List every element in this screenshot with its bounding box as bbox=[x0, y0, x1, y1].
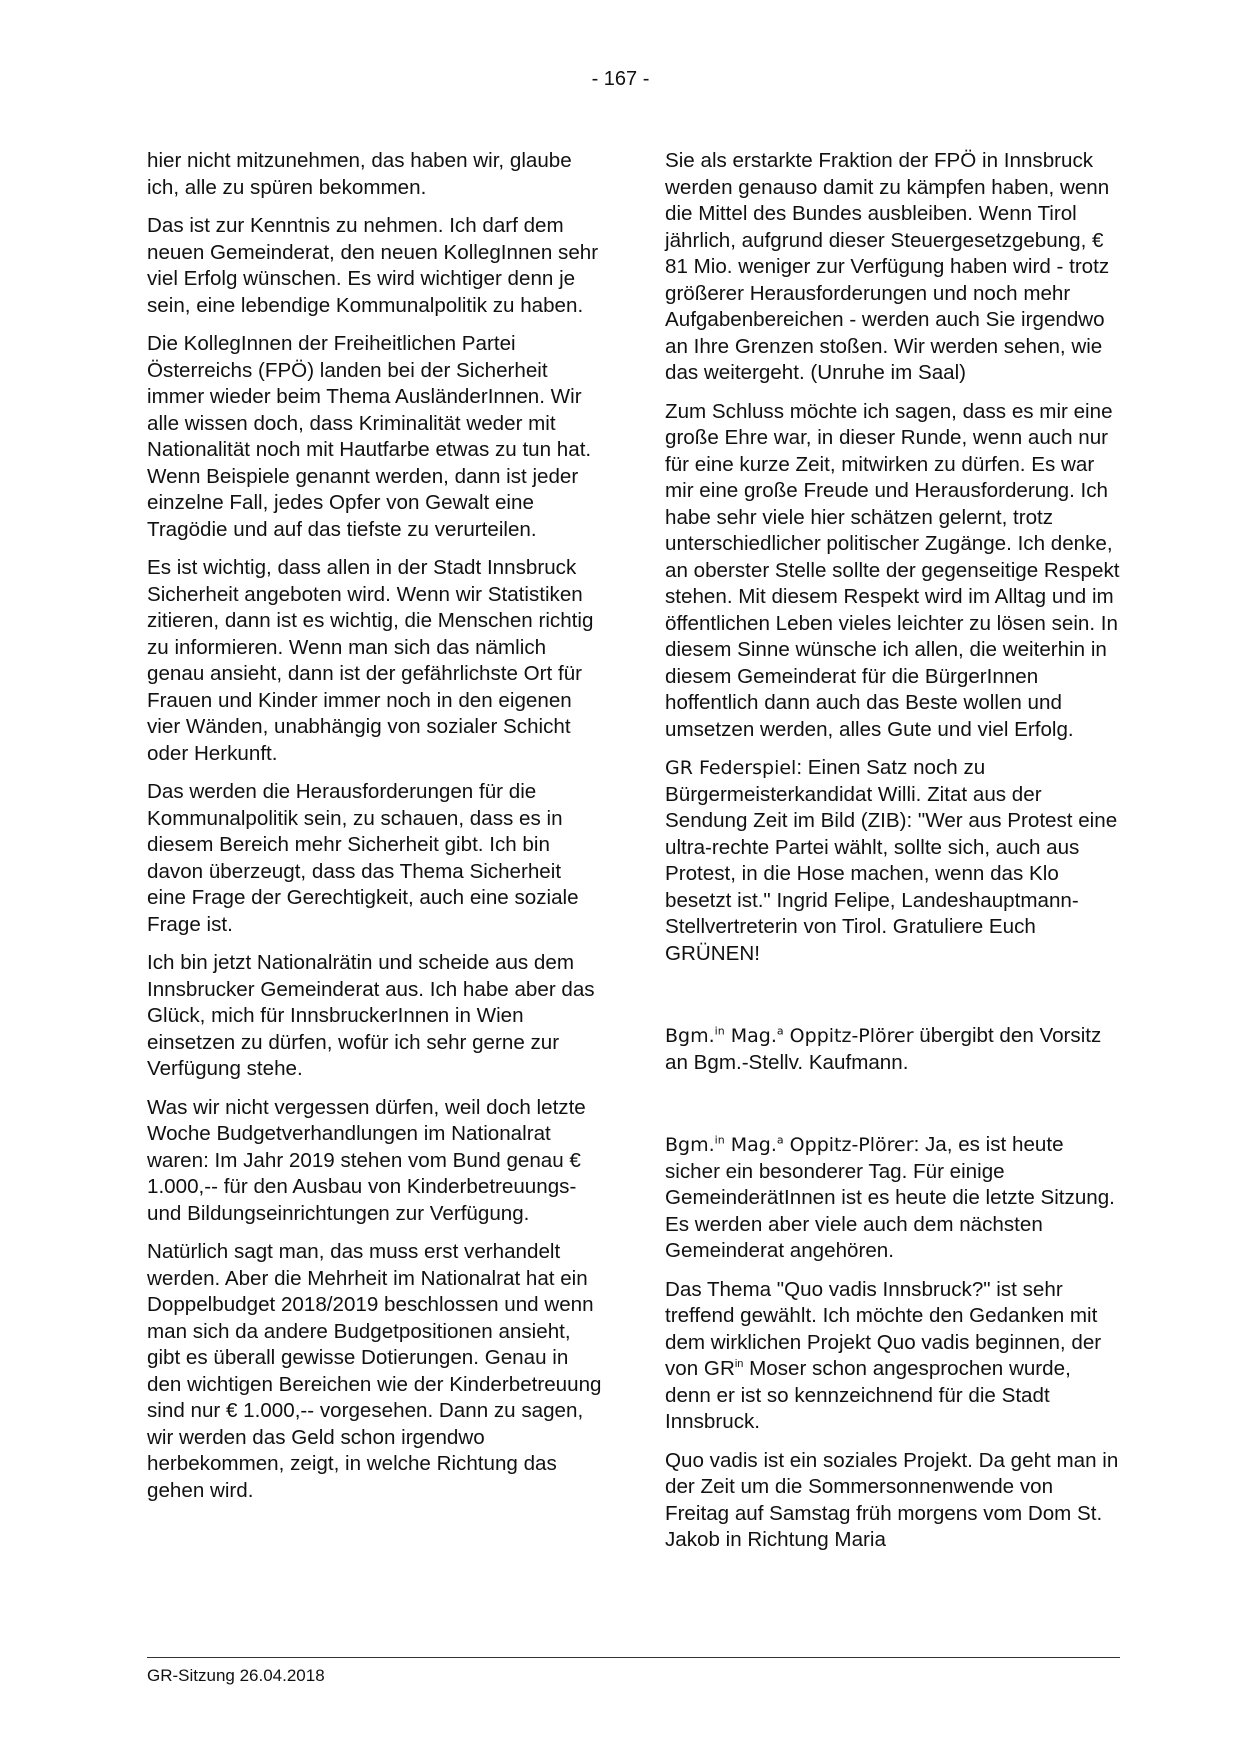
paragraph: Natürlich sagt man, das muss erst verhandelt werden. Aber die Mehrheit im Nationalrat hat ein Doppelbudget 2018/2019 beschlossen und wenn man sich da andere Budgetpositionen ansieht, gibt es überall gewisse Dotierungen. Genau in den wichtigen Bereichen wie der Kinderbetreuung sind nur € 1.000,-- vorgesehen. Dann zu sagen, wir werden das Geld schon irgendwo herbekommen, zeigt, in welche Richtung das gehen wird. bbox=[147, 1240, 602, 1502]
text-run: Das Thema "Quo vadis Innsbruck?" ist sehr treffend gewählt. Ich möchte den Gedanken mit dem wirklichen Projekt Quo vadis beginnen, der von GR bbox=[665, 1277, 1102, 1380]
paragraph: Was wir nicht vergessen dürfen, weil doch letzte Woche Budgetverhandlungen im Nationalrat waren: Im Jahr 2019 stehen vom Bund genau € 1.000,-- für den Ausbau von Kinderbetreuungs- und Bildungseinrichtungen zur Verfügung. bbox=[147, 1095, 586, 1225]
title-superscript: a bbox=[776, 1024, 784, 1038]
title-prefix: Mag. bbox=[730, 1134, 777, 1156]
paragraph: Zum Schluss möchte ich sagen, dass es mir eine große Ehre war, in dieser Runde, wenn auch nur für eine kurze Zeit, mitwirken zu dürfen. Es war mir eine große Freude und Herausforderung. Ich habe sehr viele hier schätzen gelernt, trotz unterschiedlicher politischer Zugänge. Ich denke, an oberster Stelle sollte der gegenseitige Respekt stehen. Mit diesem Respekt wird im Alltag und im öffentlichen Leben vieles leichter zu lösen sein. In diesem Sinne wünsche ich allen, die weiterhin in diesem Gemeinderat für die BürgerInnen hoffentlich dann auch das Beste wollen und umsetzen werden, alles Gute und viel Erfolg. bbox=[665, 399, 1120, 741]
footer-session-date: GR-Sitzung 26.04.2018 bbox=[147, 1666, 325, 1685]
title-prefix: Bgm. bbox=[665, 1025, 715, 1047]
speech-text: : Ja, es ist heute sicher ein besonderer Tag. Für einige GemeinderätInnen ist es heute die letzte Sitzung. Es werden aber viele auch dem nächsten Gemeinderat angehören. bbox=[665, 1133, 1115, 1262]
title-prefix: Bgm. bbox=[665, 1134, 715, 1156]
speech-oppitz-ploerer bbox=[665, 1132, 1120, 1265]
paragraph: Es ist wichtig, dass allen in der Stadt Innsbruck Sicherheit angeboten wird. Wenn wir Statistiken zitieren, dann ist es wichtig, die Menschen richtig zu informieren. Wenn man sich das nämlich genau ansieht, dann ist der gefährlichste Ort für Frauen und Kinder immer noch in den eigenen vier Wänden, unabhängig von sozialer Schicht oder Herkunft. bbox=[147, 556, 594, 765]
paragraph: hier nicht mitzunehmen, das haben wir, glaube ich, alle zu spüren bekommen. bbox=[147, 149, 572, 199]
paragraph: Das werden die Herausforderungen für die Kommunalpolitik sein, zu schauen, dass es in diesem Bereich mehr Sicherheit gibt. Ich bin davon überzeugt, dass das Thema Sicherheit eine Frage der Gerechtigkeit, auch eine soziale Frage ist. bbox=[147, 780, 579, 936]
title-prefix: Mag. bbox=[730, 1025, 777, 1047]
footer-divider bbox=[147, 1657, 1120, 1658]
paragraph: Ich bin jetzt Nationalrätin und scheide aus dem Innsbrucker Gemeinderat aus. Ich habe aber das Glück, mich für InnsbruckerInnen in Wien einsetzen zu dürfen, wofür ich sehr gerne zur Verfügung stehe. bbox=[147, 951, 595, 1080]
surname: Oppitz-Plörer bbox=[789, 1025, 914, 1047]
chair-handover-note bbox=[665, 1023, 1120, 1076]
note-text: übergibt den Vorsitz an Bgm.-Stellv. Kaufmann. bbox=[665, 1024, 1102, 1074]
right-column bbox=[665, 148, 1120, 1566]
paragraph: Die KollegInnen der Freiheitlichen Partei Österreichs (FPÖ) landen bei der Sicherheit immer wieder beim Thema AusländerInnen. Wir alle wissen doch, dass Kriminalität weder mit Nationalität noch mit Hautfarbe etwas zu tun hat. Wenn Beispiele genannt werden, dann ist jeder einzelne Fall, jedes Opfer von Gewalt eine Tragödie und auf das tiefste zu verurteilen. bbox=[147, 332, 592, 541]
paragraph bbox=[665, 1277, 1120, 1436]
text-run: Moser schon angesprochen wurde, denn er ist so kennzeichnend für die Stadt Innsbruck. bbox=[665, 1357, 1071, 1433]
title-superscript: in bbox=[714, 1024, 725, 1038]
speaker-name bbox=[665, 1134, 914, 1156]
speaker-name bbox=[665, 1025, 914, 1047]
paragraph: Das ist zur Kenntnis zu nehmen. Ich darf dem neuen Gemeinderat, den neuen KollegInnen sehr viel Erfolg wünschen. Es wird wichtiger denn je sein, eine lebendige Kommunalpolitik zu haben. bbox=[147, 214, 599, 317]
paragraph: Quo vadis ist ein soziales Projekt. Da geht man in der Zeit um die Sommersonnenwende von Freitag auf Samstag früh morgens vom Dom St. Jakob in Richtung Maria bbox=[665, 1448, 1119, 1551]
title-superscript: in bbox=[714, 1133, 725, 1147]
title-superscript: in bbox=[734, 1358, 744, 1371]
surname: Oppitz-Plörer bbox=[789, 1134, 914, 1156]
speech-federspiel bbox=[665, 755, 1120, 967]
page-number: - 167 - bbox=[591, 68, 650, 90]
title-superscript: a bbox=[776, 1133, 784, 1147]
speech-text: : Einen Satz noch zu Bürgermeisterkandidat Willi. Zitat aus der Sendung Zeit im Bild (ZIB): "Wer aus Protest eine ultra-rechte Partei wählt, sollte sich, auch aus Protest, in die Hose machen, wenn das Klo besetzt ist." Ingrid Felipe, Landeshauptmann-Stellvertreterin von Tirol. Gratuliere Euch GRÜNEN! bbox=[665, 756, 1118, 965]
speaker-name: GR Federspiel bbox=[665, 757, 797, 779]
left-column bbox=[147, 148, 602, 1516]
paragraph: Sie als erstarkte Fraktion der FPÖ in Innsbruck werden genauso damit zu kämpfen haben, wenn die Mittel des Bundes ausbleiben. Wenn Tirol jährlich, aufgrund dieser Steuergesetzgebung, € 81 Mio. weniger zur Verfügung haben wird - trotz größerer Herausforderungen und noch mehr Aufgabenbereichen - werden auch Sie irgendwo an Ihre Grenzen stoßen. Wir werden sehen, wie das weitergeht. (Unruhe im Saal) bbox=[665, 149, 1110, 384]
